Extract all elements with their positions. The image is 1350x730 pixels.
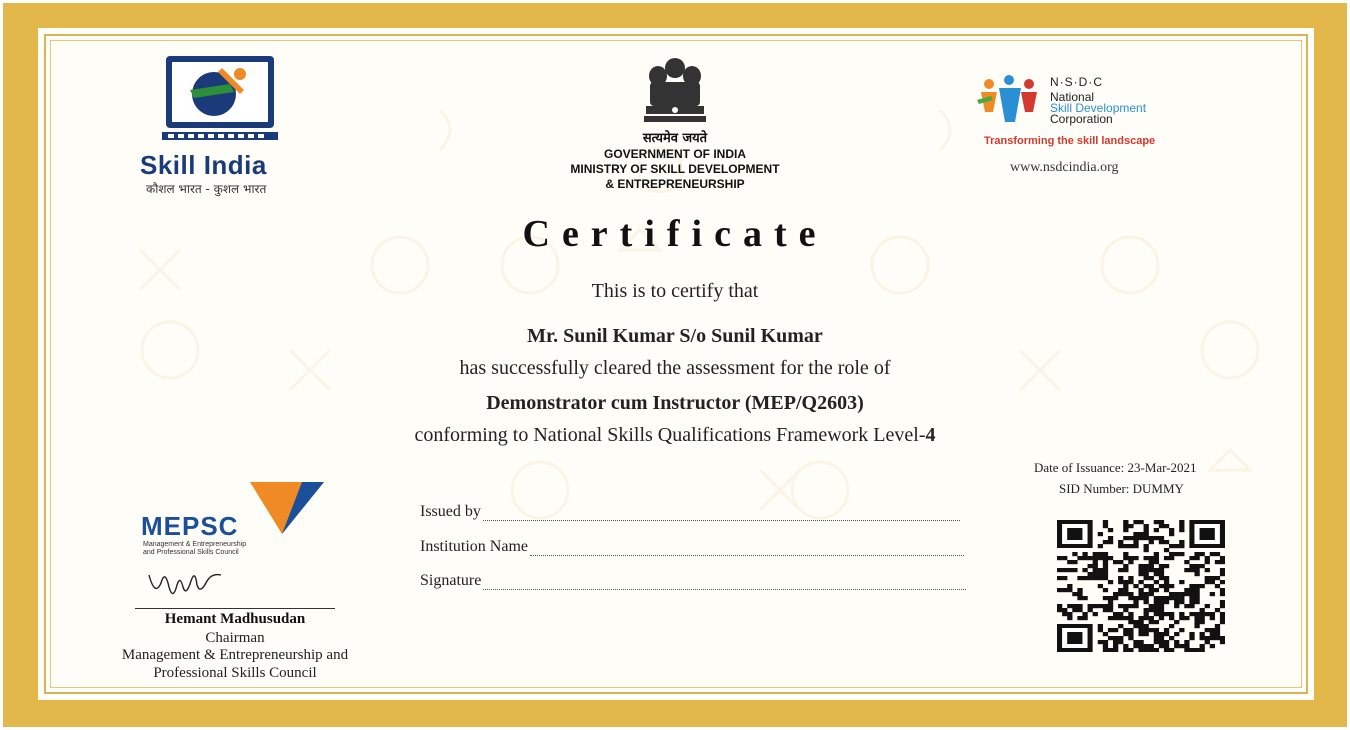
nsdc-url: www.nsdcindia.org <box>1010 160 1119 175</box>
nsdc-name-2: Skill Development <box>1050 101 1147 115</box>
signature-line <box>135 608 335 609</box>
signature-field <box>420 572 966 590</box>
mepsc-logo-icon <box>246 480 326 536</box>
signatory-org-1: Management & Entrepreneurship and <box>121 647 349 663</box>
nsdc-tagline: Transforming the skill landscape <box>984 135 1156 147</box>
nsdc-people-icon <box>975 72 1045 128</box>
nsdc-abbr: N·S·D·C <box>1050 75 1103 89</box>
skill-india-icon <box>160 54 280 146</box>
issued-by-label: Issued by <box>420 503 481 520</box>
gov-line-1: GOVERNMENT OF INDIA <box>603 147 746 161</box>
institution-name-field <box>420 538 964 556</box>
date-of-issuance: Date of Issuance: 23-Mar-2021 <box>1034 460 1197 475</box>
assessment-statement: has successfully cleared the assessment for the role of <box>459 357 891 379</box>
nsqf-prefix: conforming to National Skills Qualifications Framework Level- <box>414 424 926 446</box>
mepsc-sub-2: and Professional Skills Council <box>143 549 239 556</box>
skill-india-title: Skill India <box>140 150 267 180</box>
signature-label: Signature <box>420 572 482 589</box>
nsqf-statement <box>275 424 1075 447</box>
nsqf-level: 4 <box>925 424 936 446</box>
sid-number: SID Number: DUMMY <box>1059 481 1184 496</box>
gov-line-2: MINISTRY OF SKILL DEVELOPMENT <box>570 162 780 176</box>
qr-code <box>1057 520 1225 652</box>
handwritten-signature <box>145 565 225 601</box>
certificate-title: Certificate <box>522 213 828 255</box>
mepsc-sub-1: Management & Entrepreneurship <box>143 541 247 548</box>
national-emblem-icon <box>640 54 710 128</box>
signatory-org-2: Professional Skills Council <box>153 665 317 681</box>
recipient-name: Mr. Sunil Kumar S/o Sunil Kumar <box>527 325 823 347</box>
job-role: Demonstrator cum Instructor (MEP/Q2603) <box>486 392 864 414</box>
nsdc-name-1: National <box>1050 90 1095 104</box>
mepsc-title: MEPSC <box>141 511 239 541</box>
signatory-role: Chairman <box>205 630 265 646</box>
national-motto: सत्यमेव जयते <box>642 131 708 146</box>
nsdc-name-3: Corporation <box>1050 112 1113 126</box>
issued-by-field <box>420 503 960 521</box>
institution-label: Institution Name <box>420 538 528 555</box>
certify-intro: This is to certify that <box>591 280 759 302</box>
skill-india-subtitle: कौशल भारत - कुशल भारत <box>146 182 267 196</box>
signatory-name: Hemant Madhusudan <box>164 611 306 627</box>
gov-line-3: & ENTREPRENEURSHIP <box>605 177 745 191</box>
